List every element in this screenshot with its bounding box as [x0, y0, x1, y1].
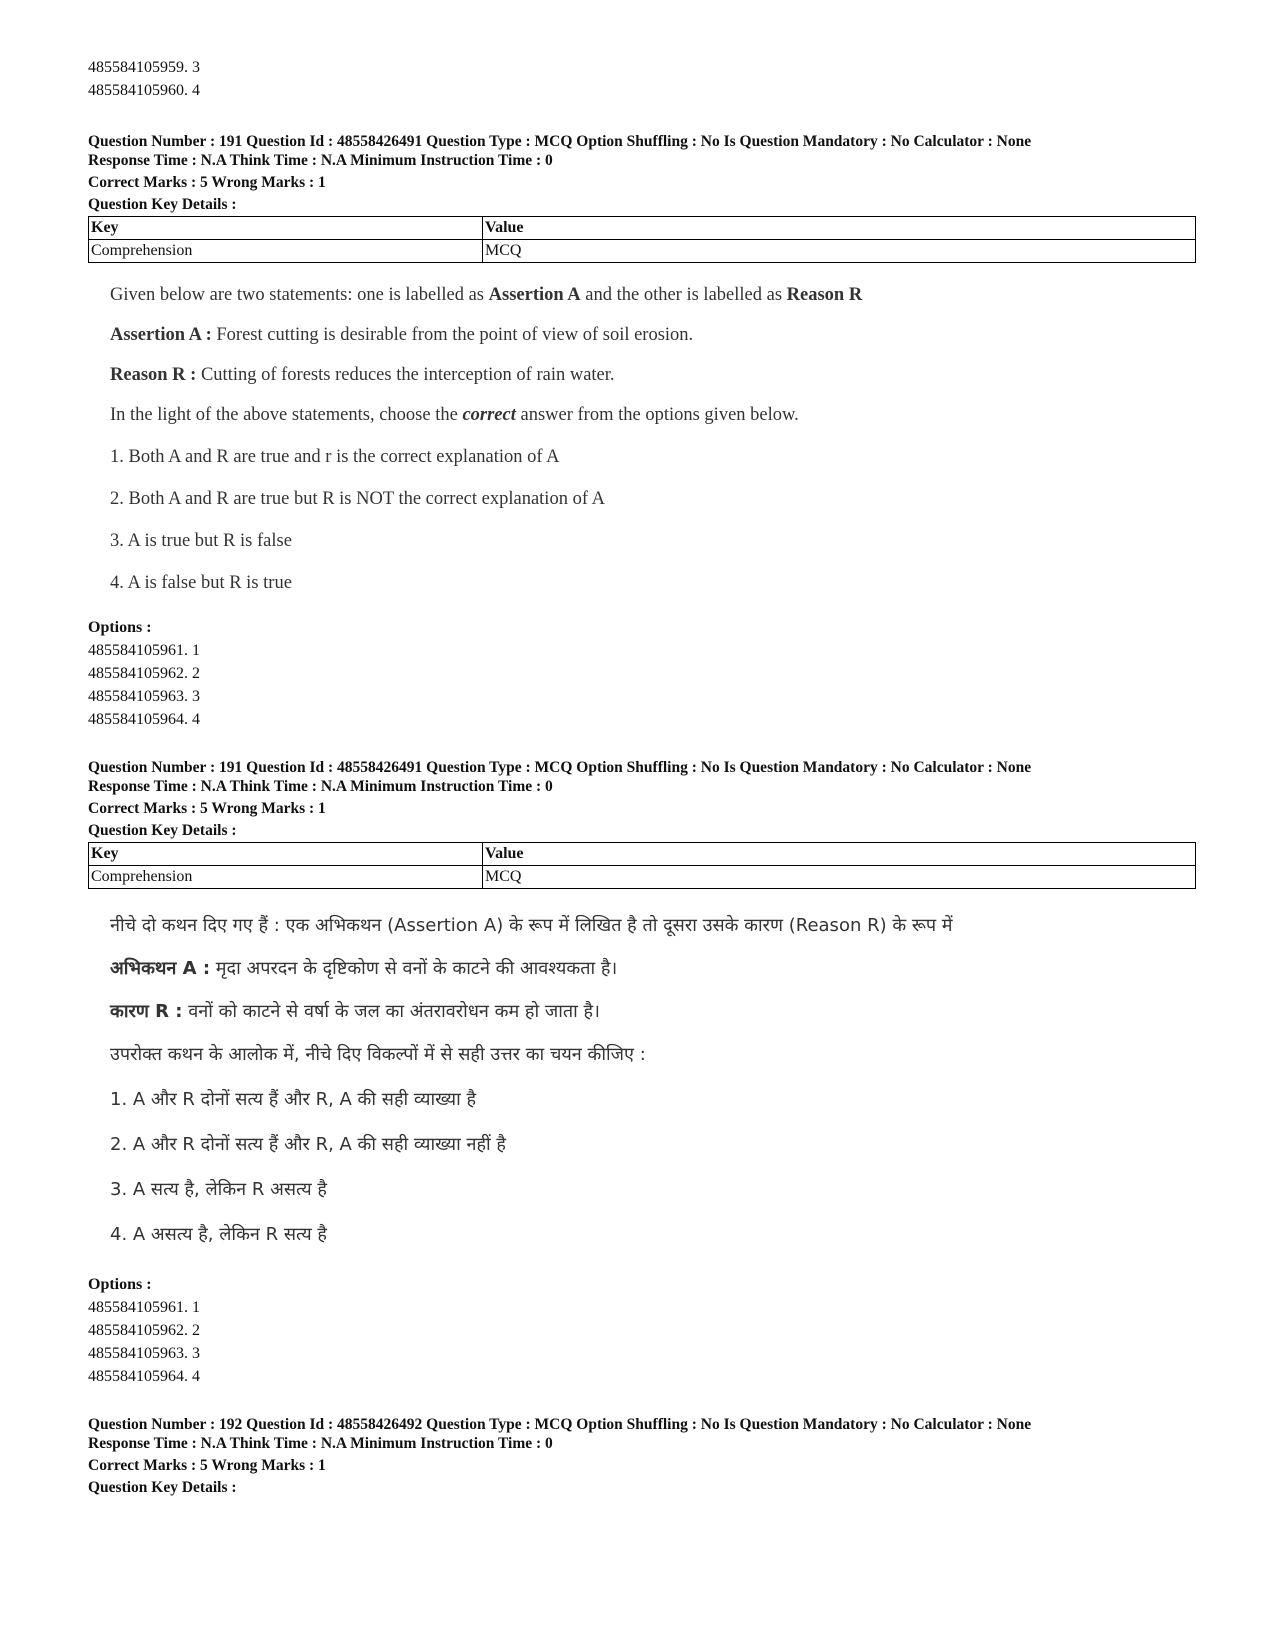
assertion-line	[110, 323, 862, 348]
intro-assertion: Assertion A	[488, 285, 581, 305]
reason-text: Cutting of forests reduces the interception of rain water.	[196, 365, 615, 385]
assertion-text: Forest cutting is desirable from the point of view of soil erosion.	[211, 325, 694, 345]
choice-item: 2. A और R दोनों सत्य हैं और R, A की सही व्याख्या नहीं है	[110, 1134, 506, 1155]
option-line: 485584105961. 1	[88, 642, 200, 659]
table-cell-value: MCQ	[483, 240, 1196, 263]
choice-item: 4. A असत्य है, लेकिन R सत्य है	[110, 1224, 327, 1245]
question-marks: Correct Marks : 5 Wrong Marks : 1	[88, 800, 326, 817]
intro-text: and the other is labelled as	[580, 285, 787, 305]
choice-item: 3. A is true but R is false	[110, 531, 292, 551]
reason-line	[110, 363, 862, 388]
instruction-line: उपरोक्त कथन के आलोक में, नीचे दिए विकल्पों में से सही उत्तर का चयन कीजिए :	[110, 1044, 646, 1065]
key-details-table	[88, 842, 1196, 889]
options-list-en	[88, 616, 200, 731]
instruction-text: answer from the options given below.	[515, 405, 799, 425]
table-cell-value: MCQ	[483, 866, 1196, 889]
table-header-row	[89, 217, 1196, 240]
choice-item: 1. Both A and R are true and r is the correct explanation of A	[110, 447, 560, 467]
options-list-hi	[88, 1273, 200, 1388]
question-marks: Correct Marks : 5 Wrong Marks : 1	[88, 1457, 326, 1474]
question-meta-line1: Question Number : 191 Question Id : 48558426491 Question Type : MCQ Option Shuffling : No Is Question Mandatory : No Calculator : None	[88, 133, 1032, 150]
key-details-label: Question Key Details :	[88, 1479, 237, 1496]
question-block-192	[88, 1415, 1031, 1497]
question-body-en	[110, 283, 862, 596]
question-block-191-en	[88, 132, 1196, 263]
choice-item: 2. Both A and R are true but R is NOT the correct explanation of A	[110, 489, 605, 509]
table-header-key: Key	[89, 217, 483, 240]
question-marks: Correct Marks : 5 Wrong Marks : 1	[88, 174, 326, 191]
reason-label: Reason R :	[110, 365, 197, 385]
intro-text: Given below are two statements: one is labelled as	[110, 285, 489, 305]
instruction-emphasis: correct	[462, 405, 516, 425]
option-line: 485584105960. 4	[88, 82, 200, 99]
choice-item: 4. A is false but R is true	[110, 573, 292, 593]
option-line: 485584105959. 3	[88, 59, 200, 76]
question-meta-line2: Response Time : N.A Think Time : N.A Minimum Instruction Time : 0	[88, 778, 553, 795]
choice-item: 3. A सत्य है, लेकिन R असत्य है	[110, 1179, 327, 1200]
option-line: 485584105964. 4	[88, 711, 200, 728]
intro-reason: Reason R	[786, 285, 863, 305]
assertion-line	[110, 955, 953, 983]
key-details-label: Question Key Details :	[88, 822, 237, 839]
assertion-label: Assertion A :	[110, 325, 212, 345]
options-label: Options :	[88, 619, 152, 636]
option-line: 485584105961. 1	[88, 1299, 200, 1316]
options-label: Options :	[88, 1276, 152, 1293]
assertion-text: मृदा अपरदन के दृष्टिकोण से वनों के काटने की आवश्यकता है।	[210, 958, 618, 979]
option-line: 485584105963. 3	[88, 1345, 200, 1362]
question-meta-line2: Response Time : N.A Think Time : N.A Minimum Instruction Time : 0	[88, 152, 553, 169]
reason-text: वनों को काटने से वर्षा के जल का अंतरावरोधन कम हो जाता है।	[182, 1001, 600, 1022]
table-header-value: Value	[483, 843, 1196, 866]
table-header-value: Value	[483, 217, 1196, 240]
table-header-row	[89, 843, 1196, 866]
reason-line	[110, 998, 953, 1026]
question-intro: नीचे दो कथन दिए गए हैं : एक अभिकथन (Assertion A) के रूप में लिखित है तो दूसरा उसके कारण (Reason R) के रूप में	[110, 915, 953, 936]
option-line: 485584105962. 2	[88, 1322, 200, 1339]
option-line: 485584105964. 4	[88, 1368, 200, 1385]
option-line: 485584105963. 3	[88, 688, 200, 705]
question-block-191-hi	[88, 758, 1196, 889]
previous-options	[88, 56, 200, 102]
table-cell-key: Comprehension	[89, 240, 483, 263]
question-meta-line2: Response Time : N.A Think Time : N.A Minimum Instruction Time : 0	[88, 1435, 553, 1452]
instruction-line	[110, 403, 862, 428]
table-row	[89, 866, 1196, 889]
choice-item: 1. A और R दोनों सत्य हैं और R, A की सही व्याख्या है	[110, 1089, 477, 1110]
instruction-text: In the light of the above statements, choose the	[110, 405, 463, 425]
reason-label: कारण R :	[110, 1001, 183, 1022]
table-cell-key: Comprehension	[89, 866, 483, 889]
question-meta-line1: Question Number : 192 Question Id : 48558426492 Question Type : MCQ Option Shuffling : No Is Question Mandatory : No Calculator : None	[88, 1416, 1032, 1433]
question-meta-line1: Question Number : 191 Question Id : 48558426491 Question Type : MCQ Option Shuffling : No Is Question Mandatory : No Calculator : None	[88, 759, 1032, 776]
question-intro	[110, 283, 862, 308]
table-header-key: Key	[89, 843, 483, 866]
question-body-hi	[110, 912, 953, 1249]
option-line: 485584105962. 2	[88, 665, 200, 682]
assertion-label: अभिकथन A :	[110, 958, 211, 979]
key-details-label: Question Key Details :	[88, 196, 237, 213]
key-details-table	[88, 216, 1196, 263]
table-row	[89, 240, 1196, 263]
